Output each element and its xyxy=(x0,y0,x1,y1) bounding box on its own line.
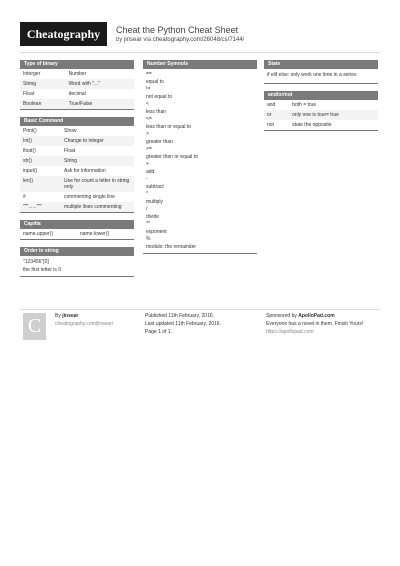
table-row: name.upper() name.lower() xyxy=(23,231,110,237)
footer-sponsor xyxy=(266,312,363,336)
symbol-line: modulo: the remainder xyxy=(146,243,197,250)
column-3 xyxy=(264,60,378,138)
symbol-line: ** xyxy=(146,221,150,227)
table-row: float() Float xyxy=(23,148,76,154)
symbol-line: subtract xyxy=(146,183,164,190)
order-line: "123456"[0] xyxy=(23,259,49,265)
sponsored-prefix: Sponsored by xyxy=(266,313,297,319)
table-row: and both = true xyxy=(267,101,317,108)
section-basic-command xyxy=(20,117,134,213)
published-date: Published 11th February, 2016. xyxy=(145,313,215,319)
capitla-table xyxy=(20,229,134,239)
sponsor-tagline: Everyone has a novel in them. Finish Yours! xyxy=(266,321,364,327)
byline xyxy=(116,37,244,43)
sponsor-url[interactable]: https://apollopad.com xyxy=(266,329,314,335)
symbol-line: greater than xyxy=(146,138,173,145)
table-row: String Word with "..." xyxy=(20,79,134,89)
symbol-line: less than or equal to xyxy=(146,123,192,130)
footer-dates xyxy=(145,312,221,336)
sponsor-link[interactable]: ApolloPad.com xyxy=(298,313,335,319)
section-title: Type of binary xyxy=(20,60,134,69)
symbol-line: + xyxy=(146,161,149,167)
table-row: Print() Show xyxy=(23,128,77,134)
page-title: Cheat the Python Cheat Sheet xyxy=(116,25,239,35)
symbol-line: / xyxy=(146,206,148,212)
and-or-not-table xyxy=(264,100,378,130)
table-row: len() Use for count a letter in string only xyxy=(20,176,134,192)
symbol-line: divide xyxy=(146,213,160,220)
order-line: the first letter is 0 xyxy=(23,266,62,273)
section-and-or-not xyxy=(264,91,378,131)
author-link[interactable]: jinsear xyxy=(124,37,142,43)
basic-command-table xyxy=(20,126,134,212)
table-row: # commenting single line xyxy=(23,194,115,200)
author-avatar[interactable]: C xyxy=(23,313,46,340)
symbol-line: <= xyxy=(146,116,152,122)
footer-author-link[interactable]: jinsear xyxy=(62,313,79,319)
section-title: and/or/not xyxy=(264,91,378,100)
symbol-line: exponent xyxy=(146,228,167,235)
symbol-line: >= xyxy=(146,146,152,152)
symbol-line: less than xyxy=(146,108,167,115)
section-title: Basic Command xyxy=(20,117,134,126)
table-row: not state the opposite xyxy=(267,121,332,128)
footer-divider xyxy=(20,309,380,310)
section-capitla xyxy=(20,220,134,240)
byline-via: via xyxy=(143,37,152,43)
section-type-of-binary xyxy=(20,60,134,110)
footer-author-url[interactable]: cheatography.com/jinsear/ xyxy=(55,321,114,327)
state-text: if elif else: only work one time in a series xyxy=(267,72,357,78)
section-title: Number Symnols xyxy=(143,60,257,69)
section-title: Order in string xyxy=(20,247,134,256)
symbol-line: multiply xyxy=(146,198,163,205)
table-row: """......""" multiple lines commenting xyxy=(20,202,134,212)
column-1 xyxy=(20,60,134,284)
type-of-binary-table xyxy=(20,69,134,109)
column-2 xyxy=(143,60,257,261)
sheet-url-link[interactable]: cheatography.com/26048/cs/7144/ xyxy=(152,37,245,43)
page-header xyxy=(0,0,400,60)
symbol-line: add xyxy=(146,168,155,175)
symbol-line: not equal to xyxy=(146,93,173,100)
table-row: str() String xyxy=(20,156,134,166)
cheatography-logo[interactable]: Cheatography xyxy=(20,22,107,46)
footer-author xyxy=(55,312,113,328)
symbol-line: == xyxy=(146,71,152,77)
section-title: Capitla xyxy=(20,220,134,229)
table-row: or only one is true= true xyxy=(264,110,378,120)
byline-by: by xyxy=(116,37,123,43)
symbol-line: < xyxy=(146,101,149,107)
table-row: Int() Change to integer xyxy=(20,136,134,146)
symbol-line: - xyxy=(146,176,148,182)
symbol-line: greater than or equal to xyxy=(146,153,198,160)
header-divider xyxy=(20,52,380,53)
symbol-line: != xyxy=(146,86,151,92)
symbol-line: % xyxy=(146,236,151,242)
symbol-line: > xyxy=(146,131,149,137)
updated-date: Last updated 11th February, 2016. xyxy=(145,321,221,327)
section-order-in-string xyxy=(20,247,134,277)
footer-by: By xyxy=(55,313,61,319)
symbol-line: equal to xyxy=(146,78,164,85)
section-title: State xyxy=(264,60,378,69)
table-row: input() Ask for information xyxy=(23,168,106,174)
section-number-symnols xyxy=(143,60,257,254)
section-state xyxy=(264,60,378,84)
symbol-line: * xyxy=(146,191,148,197)
page-count: Page 1 of 1. xyxy=(145,329,172,335)
table-row: Interger Number xyxy=(23,71,87,77)
table-row: Boolean True/False xyxy=(20,99,134,109)
table-row: Float decimal xyxy=(23,91,86,97)
